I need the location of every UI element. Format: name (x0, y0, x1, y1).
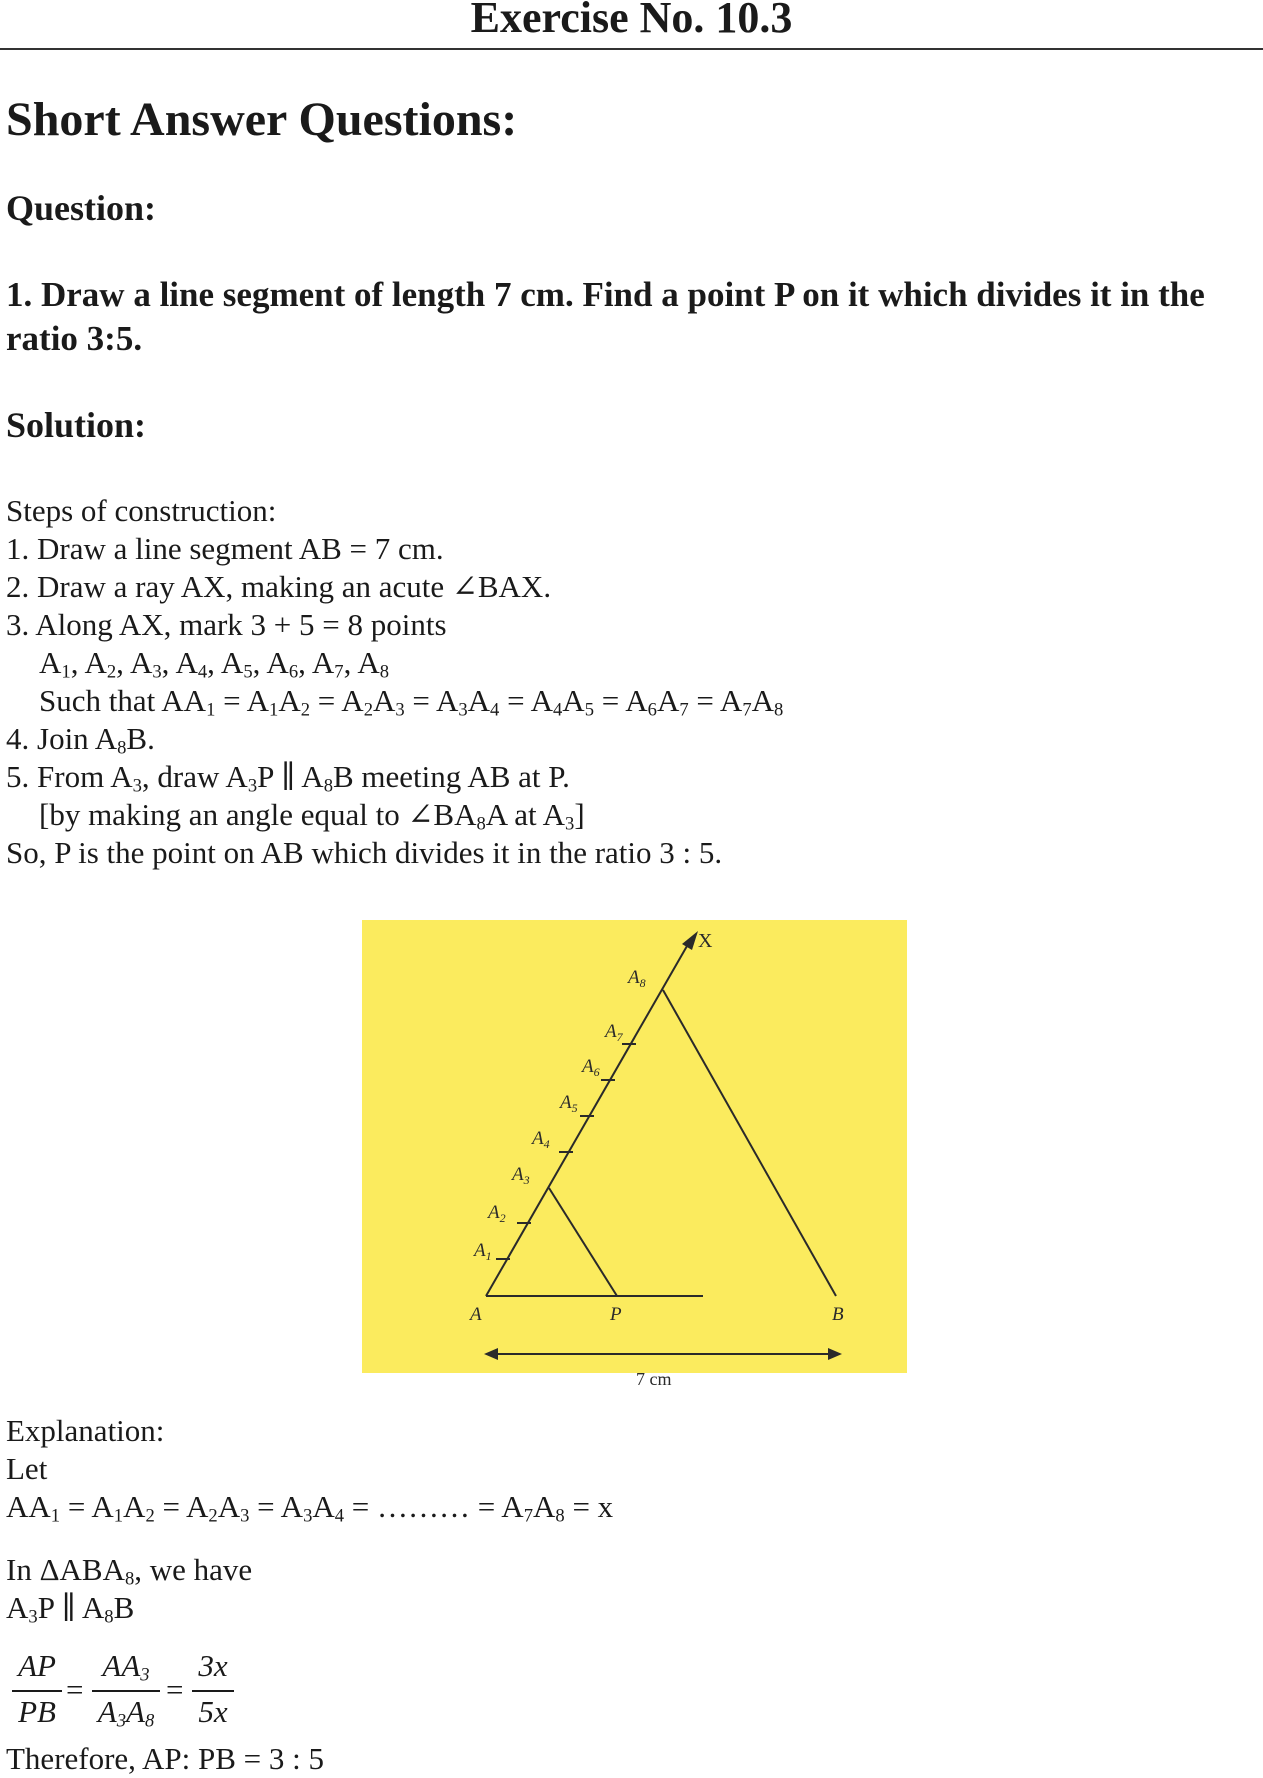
fraction-3-denominator: 5x (198, 1694, 228, 1729)
label-a7: $A_7$ (605, 1021, 623, 1044)
equal-parts-statement: $AA_1 = A_1A_2 = A_2A_3 = A_3A_4$ = ……… = $A_7A_8 = x$ (6, 1489, 614, 1527)
steps-heading: Steps of construction: (6, 493, 277, 528)
exercise-title: Exercise No. 10.3 (470, 0, 793, 42)
label-a2: $A_2$ (488, 1202, 506, 1225)
step-3: 3. Along AX, mark 3 + 5 = 8 points (6, 607, 447, 642)
label-a4: $A_4$ (532, 1128, 550, 1151)
equals-2: = (166, 1672, 184, 1707)
conclusion: So, P is the point on AB which divides it in the ratio 3 : 5. (6, 835, 723, 870)
fraction-3-bar (192, 1690, 234, 1692)
step-3-points: $A_1$, $A_2$, $A_3$, $A_4$, $A_5$, $A_6$, $A_7$, $A_8$ (39, 645, 390, 683)
label-b: B (832, 1304, 844, 1325)
fraction-1-bar (12, 1690, 62, 1692)
label-7cm: 7 cm (636, 1369, 672, 1389)
length-arrow-right (828, 1348, 842, 1360)
solution-label: Solution: (6, 405, 147, 445)
section-title: Short Answer Questions: (6, 93, 518, 146)
label-a1: $A_1$ (474, 1240, 492, 1263)
fraction-3-numerator: 3x (198, 1648, 228, 1683)
line-a8b (663, 990, 836, 1296)
question-text: 1. Draw a line segment of length 7 cm. Find a point P on it which divides it in the ratio 3:5. (6, 275, 1205, 358)
parallel-statement: $A_3P$ ∥ $A_8B$ (6, 1590, 135, 1628)
triangle-statement: In $\Delta ABA_8$, we have (6, 1552, 253, 1590)
explanation (6, 1412, 613, 1627)
therefore-statement: Therefore, AP: PB = 3 : 5 (6, 1741, 324, 1776)
label-a8: $A_8$ (628, 967, 646, 990)
length-arrow-left (484, 1348, 498, 1360)
step-3-equal-parts: Such that $AA_1 = A_1A_2 = A_2A_3 = A_3A_4 = A_4A_5 = A_6A_7 = A_7A_8$ (39, 683, 784, 721)
explanation-let: Let (6, 1451, 48, 1486)
explanation-heading: Explanation: (6, 1413, 165, 1448)
construction-steps (6, 492, 783, 872)
step-5-note: [by making an angle equal to $\angle BA_8A$ at $A_3$] (39, 797, 585, 835)
label-p: P (610, 1304, 622, 1325)
label-a5: $A_5$ (560, 1092, 578, 1115)
figure-svg (362, 920, 907, 1389)
label-a3: $A_3$ (512, 1164, 530, 1187)
question-label: Question: (6, 188, 157, 228)
construction-figure (362, 920, 907, 1389)
fraction-1-numerator: AP (18, 1648, 56, 1683)
ray-ax (486, 946, 687, 1296)
step-2: 2. Draw a ray AX, making an acute ∠BAX. (6, 569, 552, 604)
fraction-2-denominator: $A_3A_8$ (97, 1694, 155, 1732)
label-x: X (698, 930, 713, 952)
label-a: A (470, 1304, 482, 1325)
ray-arrowhead (682, 931, 698, 950)
step-5: 5. From $A_3$, draw $A_3P$ ∥ $A_8B$ meeting AB at P. (6, 759, 570, 797)
line-a3p (549, 1188, 617, 1296)
fraction-2-numerator: $AA_3$ (102, 1648, 150, 1686)
equals-1: = (66, 1672, 84, 1707)
fraction-2-bar (92, 1690, 160, 1692)
title-divider (0, 48, 1263, 50)
ratio-equation (0, 1648, 400, 1740)
step-1: 1. Draw a line segment AB = 7 cm. (6, 531, 444, 566)
label-a6: $A_6$ (582, 1056, 600, 1079)
step-4: 4. Join $A_8B$. (6, 721, 155, 759)
fraction-1-denominator: PB (18, 1694, 56, 1729)
